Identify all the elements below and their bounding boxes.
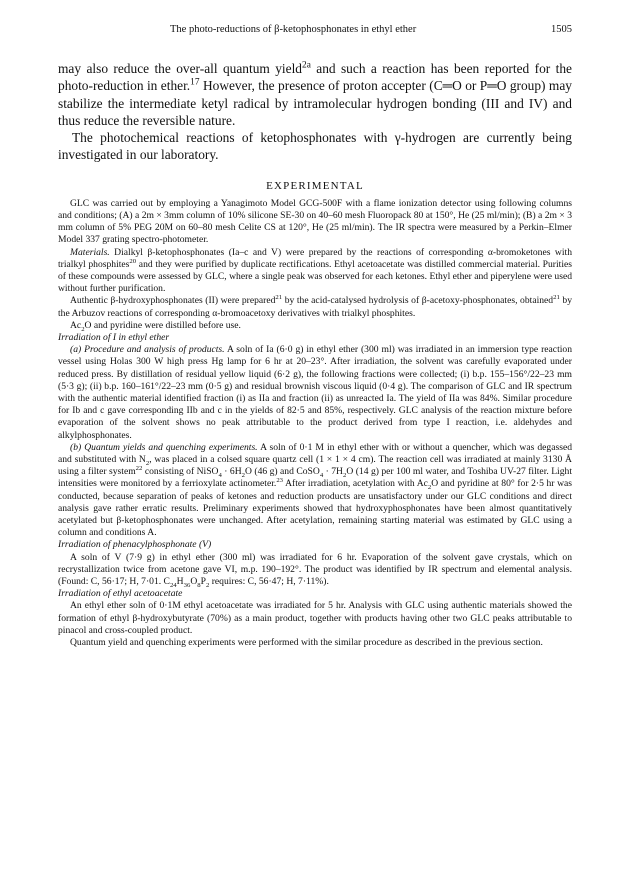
acetoacetate-paragraph: An ethyl ether soln of 0·1M ethyl acetoacetate was irradiated for 5 hr. Analysis with GLC using authentic materials showed the formation of ethyl β-hydroxybutyrate (70%) as a main product, together with products having other two GLC peaks attributable to pinacol and cross-coupled product.	[58, 600, 572, 636]
section-heading-experimental: EXPERIMENTAL	[266, 179, 364, 192]
procedure-paragraph: (a) Procedure and analysis of products. A soln of Ia (6·0 g) in ethyl ether (300 ml) was irradiated in an immersion type reaction vessel using Holas 300 W high press Hg lamp for 6 hr at 20–23°. After irradiation, the solvent was carefully evaporated under reduced press. By distillation of residual yellow liquid (6·2 g), the following fractions were collected; (i) b.p. 155–156°/22–23 mm (5·3 g); (ii) b.p. 160–161°/22–23 mm (0·5 g) and residual brownish viscous liquid (0·4 g). The comparison of GLC and IR spectrum with the authentic material identified fraction (i) as IIa and fraction (ii) as unreacted Ia. The yield of IIa was 84%. Similar procedure for Ib and c gave corresponding IIb and c in the yields of 82·5 and 85%, respectively. GLC analysis of the reaction mixture before evaporation of the solvent shows no peak attributable to the product derived from type I reaction, i.e. aldehydes and alkylphosphonates.	[58, 344, 572, 441]
journal-page	[58, 24, 572, 649]
authentic-paragraph: Authentic β-hydroxyphosphonates (II) were prepared$^{21}$ by the acid-catalysed hydrolysis of β-acetoxy-phosphonates, obtained$^{21}$ by the Arbuzov reactions of corresponding α-bromoacetoxy derivatives with trialkyl phosphites.	[58, 294, 572, 319]
subsection-heading: Irradiation of I in ethyl ether	[58, 332, 170, 344]
discussion-paragraph: The photochemical reactions of ketophosphonates with γ-hydrogen are currently being investigated in our laboratory.	[58, 130, 572, 163]
discussion-text	[58, 60, 572, 164]
experimental-section	[58, 198, 572, 650]
materials-paragraph: Materials. Dialkyl β-ketophosphonates (Ia–c and V) were prepared by the reactions of corresponding α-bromoketones with trialkyl phosphites$^{20}$ and they were purified by duplicate rectifications. Ethyl acetoacetate was distilled commercial material. Purities of these compounds were assessed by GLC, where a single peak was observed for each ketones. Ethyl ether and piperylene were used without further purification.	[58, 246, 572, 295]
glc-paragraph: GLC was carried out by employing a Yanagimoto Model GCG-500F with a flame ionization detector using following columns and conditions; (A) a 2m × 3mm column of 10% silicone SE-30 on 40–60 mesh Fluoropack 80 at 150°, He (25 ml/min); (B) a 2m × 3 mm column of 5% PEG 20M on 60–80 mesh Celite CS at 120°, He (25 ml/min). The IR spectra were measured by a Perkin–Elmer Model 337 grating spectro-photometer.	[58, 197, 572, 246]
acetoacetate-paragraph: Quantum yield and quenching experiments were performed with the similar procedure as described in the previous section.	[70, 637, 543, 649]
discussion-paragraph: may also reduce the over-all quantum yield$^{2a}$ and such a reaction has been reported for the photo-reduction in ether.$^{17}$ However, the presence of proton accepter (C═O or P═O group) may stabilize the intermediate ketyl radical by intramolecular hydrogen bonding (III and IV) and thus reduce the reversible nature.	[58, 60, 572, 128]
running-title: The photo-reductions of β-ketophosphonates in ethyl ether	[170, 24, 417, 35]
subsection-heading: Irradiation of ethyl acetoacetate	[58, 588, 183, 600]
running-header	[58, 24, 572, 42]
quantum-yield-paragraph: (b) Quantum yields and quenching experiments. A soln of 0·1 M in ethyl ether with or without a quencher, which was degassed and substituted with $N_2$, was placed in a colsed square quartz cell (1 × 1 × 4 cm). The reaction cell was irradiated at mainly 3130 Å using a filter system$^{22}$ consisting of NiSO$_4$ · $6H_2O$ (46 g) and CoSO$_4$ · $7H_2O$ (14 g) per 100 ml water, and Toshiba UV-27 filter. Light intensities were monitored by a ferrioxylate actinometer.$^{23}$ After irradiation, acetylation with $Ac_2O$ and pyridine at 80° for 2·5 hr was conducted, because separation of peaks of ketones and reduction products are unsatisfactory under our GLC conditions and direct analysis gave rather erratic results. Preliminary experiments showed that hydroxyphosphonates have been almost quantitatively acetylated but β-ketophosphonates were unchanged. After acetylation, remaining starting material was estimated by GLC using a column and conditions A.	[58, 441, 573, 539]
phenacyl-paragraph: A soln of V (7·9 g) in ethyl ether (300 ml) was irradiated for 6 hr. Evaporation of the solvent gave crystals, which on recrystallization twice from acetone gave VI, m.p. 190–192°. The product was identified by IR spectrum and elemental analysis. (Found: C, 56·17; H, 7·01. $C_{24}H_{36}O_8P_2$ requires: C, 56·47; H, 7·11%).	[58, 551, 572, 589]
reagent-note: $Ac_2O$ and pyridine were distilled before use.	[70, 319, 241, 333]
page-number: 1505	[551, 24, 572, 35]
subsection-heading: Irradiation of phenacylphosphonate (V)	[58, 539, 212, 551]
